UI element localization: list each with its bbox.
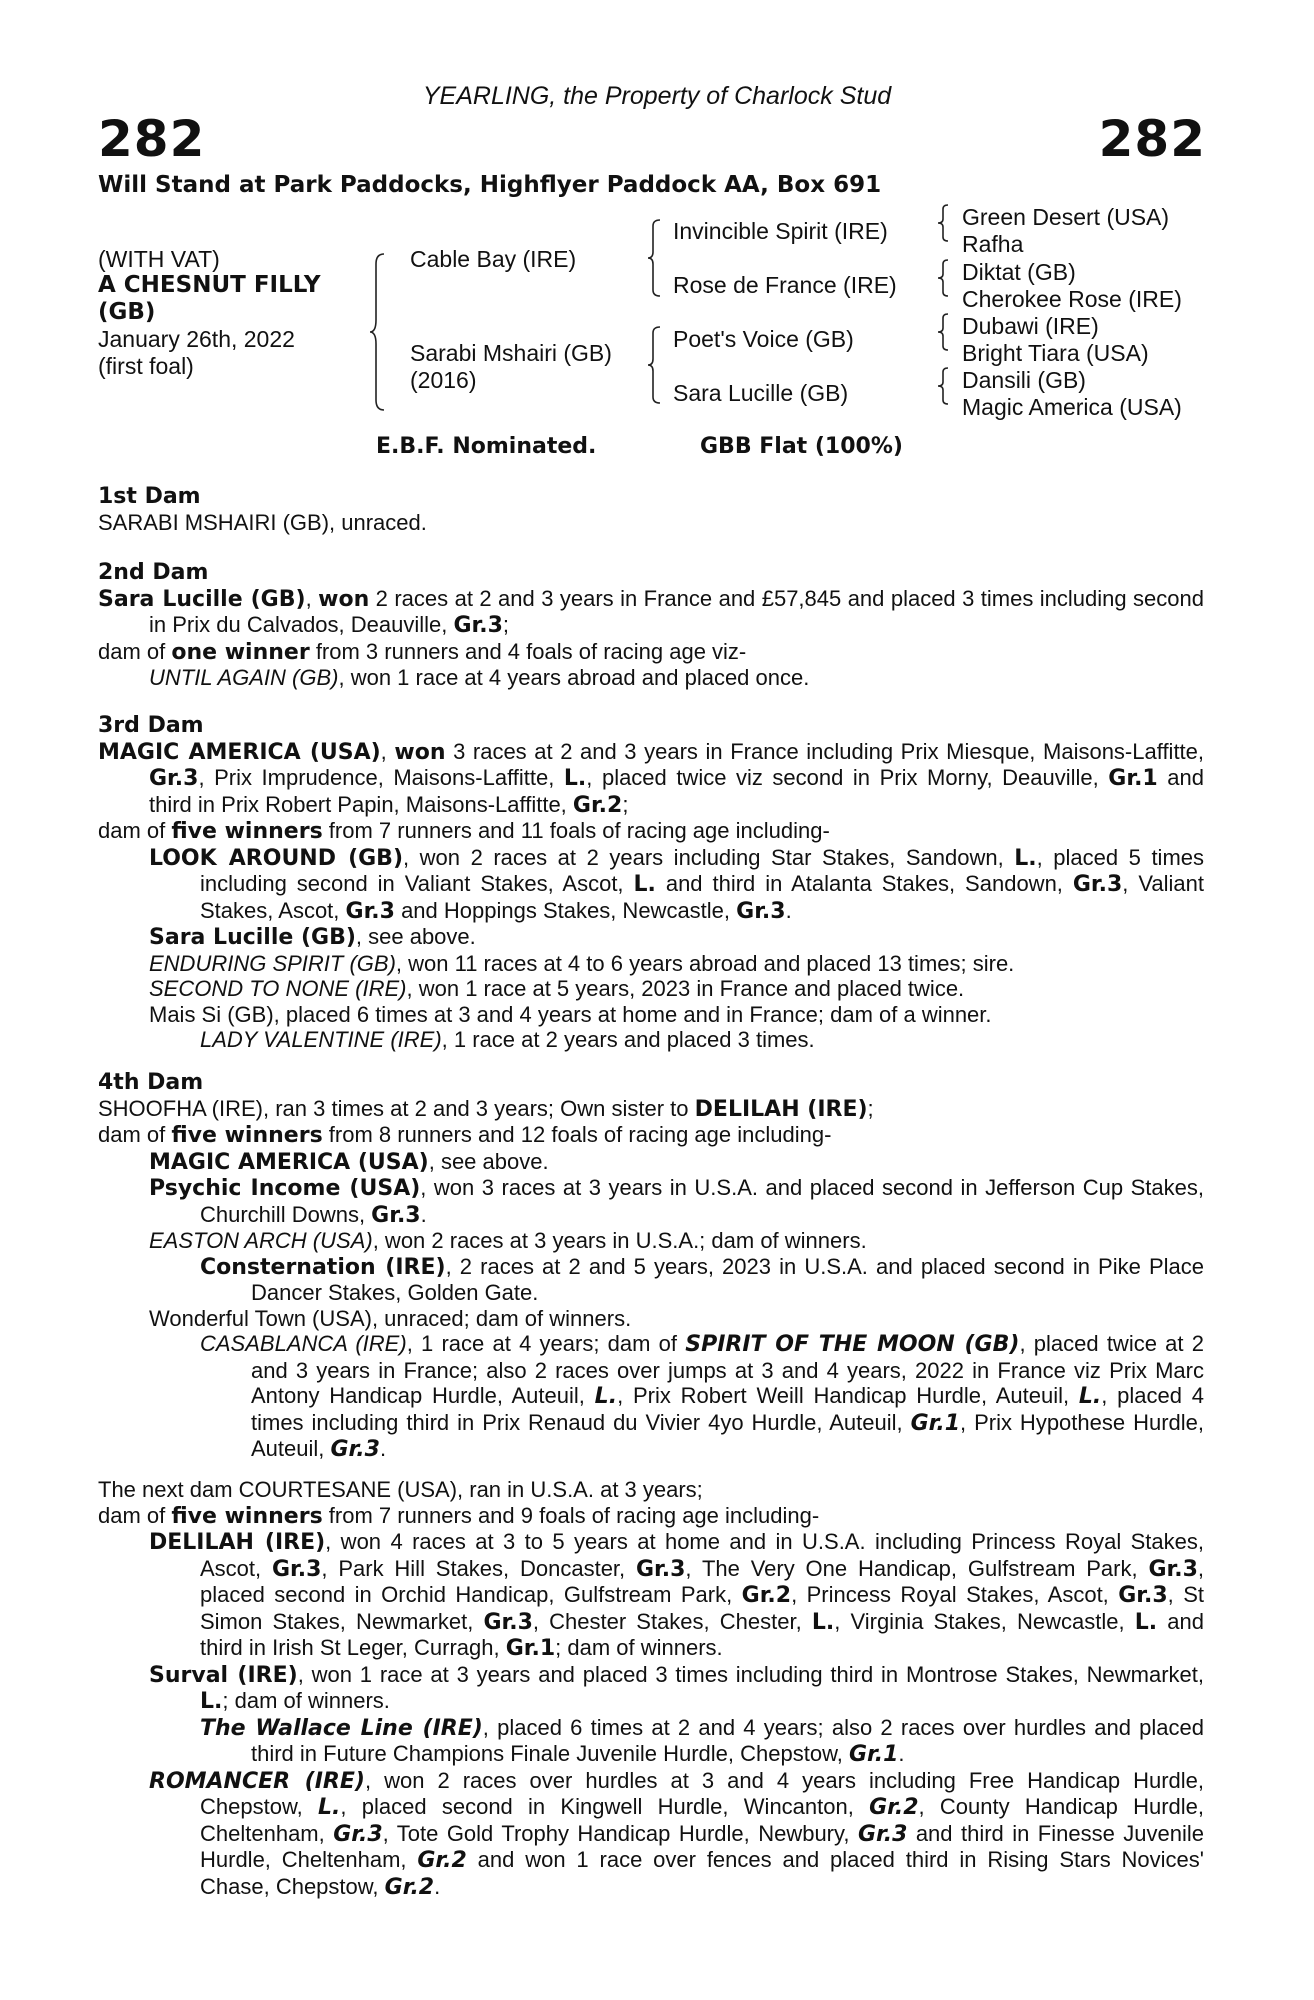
text-run: , see above. <box>428 1148 549 1174</box>
text-run: L. <box>1014 845 1037 871</box>
text-run: L. <box>318 1795 341 1820</box>
pedigree-brace-g1 <box>938 203 952 243</box>
4th-dam-offspring-1 <box>98 1149 1204 1176</box>
next-dam-offspring-3 <box>98 1768 1204 1901</box>
text-run: , <box>305 585 319 611</box>
text-run: L. <box>200 1689 223 1714</box>
ebf-nomination: E.B.F. Nominated. <box>376 434 597 459</box>
text-run: dam of <box>98 638 172 664</box>
text-run: , Prix Robert Weill Handicap Hurdle, Auteuil, <box>617 1383 1079 1408</box>
text-run: ; <box>622 791 629 817</box>
pedigree-g5: Dubawi (IRE) <box>962 313 1099 339</box>
heading-1st-dam: 1st Dam <box>98 484 201 509</box>
4th-dam-grand-offspring-2 <box>98 1331 1204 1463</box>
text-run: five winners <box>171 1503 323 1529</box>
pedigree-sire-sire: Invincible Spirit (IRE) <box>673 218 888 244</box>
lot-number-right: 282 <box>1098 110 1206 168</box>
text-run: UNTIL AGAIN (GB) <box>149 665 339 690</box>
text-run: MAGIC AMERICA (USA) <box>149 1149 429 1175</box>
text-run: . <box>420 1201 427 1227</box>
3rd-dam-offspring-2 <box>98 924 1204 951</box>
text-run: 3 races at 2 and 3 years in France including Prix Miesque, Maisons-Laffitte, <box>445 738 1205 764</box>
text-run: from 7 runners and 9 foals of racing age including- <box>322 1502 820 1528</box>
text-run: and third in Irish St Leger, Curragh, <box>200 1608 1204 1660</box>
text-run: Gr.3 <box>857 1821 908 1847</box>
text-run: ; <box>502 612 510 637</box>
text-run: won <box>394 739 446 765</box>
text-run: Sara Lucille (GB) <box>98 586 306 612</box>
text-run: , won 2 races at 2 years including Star Stakes, Sandown, <box>403 844 1015 870</box>
pedigree-brace-dam <box>648 325 664 405</box>
text-run: , Valiant Stakes, Ascot, <box>200 871 1204 923</box>
lot-number-left: 282 <box>98 110 206 168</box>
vat-note: (WITH VAT) <box>98 246 220 272</box>
text-run: Consternation (IRE) <box>200 1254 446 1280</box>
next-dam-offspring-1 <box>98 1529 1204 1662</box>
text-run: EASTON ARCH (USA) <box>149 1228 373 1253</box>
text-run: L. <box>1134 1609 1158 1635</box>
next-dam-offspring-2 <box>98 1662 1204 1715</box>
pedigree-g2: Rafha <box>962 231 1024 257</box>
2nd-dam-produce <box>98 639 1204 666</box>
horse-name: A CHESNUT FILLY <box>98 272 321 298</box>
3rd-dam-offspring-5 <box>98 1002 1204 1028</box>
text-run: Gr.3 <box>371 1202 421 1228</box>
text-run: , placed 5 times including second in Valiant Stakes, Ascot, <box>200 844 1204 896</box>
text-run: Gr.3 <box>736 898 786 924</box>
pedigree-brace-main <box>370 252 390 412</box>
text-run: , Park Hill Stakes, Doncaster, <box>321 1555 636 1581</box>
text-run: The Wallace Line (IRE) <box>200 1715 483 1741</box>
1st-dam-text: SARABI MSHAIRI (GB), unraced. <box>98 509 427 535</box>
pedigree-g1: Green Desert (USA) <box>962 204 1170 230</box>
next-dam-produce <box>98 1503 1204 1530</box>
text-run: five winners <box>171 819 323 844</box>
text-run: , won 11 races at 4 to 6 years abroad and placed 13 times; sire. <box>395 950 1015 976</box>
text-run: ROMANCER (IRE) <box>149 1768 365 1794</box>
text-run: , won 1 race at 4 years abroad and placed once. <box>338 665 810 690</box>
text-run: , <box>380 738 395 764</box>
2nd-dam-record <box>98 586 1204 639</box>
section-3rd-dam <box>98 713 1204 1053</box>
text-run: from 7 runners and 11 foals of racing age including- <box>322 818 830 843</box>
text-run: . <box>379 1436 387 1461</box>
text-run: ENDURING SPIRIT (GB) <box>149 950 396 976</box>
text-run: ; dam of winners. <box>555 1635 723 1660</box>
text-run: , 1 race at 4 years; dam of <box>406 1331 686 1356</box>
text-run: , see above. <box>355 924 476 949</box>
text-run: Gr.1 <box>848 1742 899 1767</box>
pedigree-g7: Dansili (GB) <box>962 367 1086 393</box>
pedigree-sire-dam: Rose de France (IRE) <box>673 272 897 298</box>
3rd-dam-produce <box>98 818 1204 845</box>
text-run: Psychic Income (USA) <box>149 1176 421 1201</box>
3rd-dam-grand-offspring <box>98 1027 1204 1053</box>
first-foal-note: (first foal) <box>98 353 194 379</box>
text-run: , placed twice viz second in Prix Morny, Deauville, <box>586 765 1109 790</box>
pedigree-g4: Cherokee Rose (IRE) <box>962 286 1182 312</box>
text-run: Gr.3 <box>149 766 199 791</box>
text-run: LADY VALENTINE (IRE) <box>200 1027 442 1052</box>
text-run: Gr.2 <box>384 1874 435 1900</box>
text-run: Sara Lucille (GB) <box>149 925 356 950</box>
text-run: ; <box>867 1095 874 1121</box>
text-run: Gr.3 <box>1148 1556 1198 1582</box>
4th-dam-offspring-3 <box>98 1228 1204 1254</box>
pedigree-dam-dam: Sara Lucille (GB) <box>673 380 849 406</box>
3rd-dam-offspring-3 <box>98 951 1204 977</box>
text-run: , Tote Gold Trophy Handicap Hurdle, Newbury, <box>382 1820 858 1846</box>
text-run: , won 2 races over hurdles at 3 and 4 years including Free Handicap Hurdle, Chepstow, <box>200 1767 1205 1819</box>
text-run: SHOOFHA (IRE), ran 3 times at 2 and 3 years; Own sister to <box>98 1095 695 1121</box>
text-run: , placed twice at 2 and 3 years in France; also 2 races over jumps at 3 and 4 years, 2022 in France viz Prix Marc Antony Handicap Hurdle, Auteuil, <box>251 1331 1204 1408</box>
text-run: Surval (IRE) <box>149 1662 298 1688</box>
text-run: , 1 race at 2 years and placed 3 times. <box>441 1027 815 1052</box>
section-2nd-dam <box>98 560 1204 691</box>
4th-dam-grand-offspring-1 <box>98 1254 1204 1306</box>
text-run: , won 4 races at 3 to 5 years at home and in U.S.A. including Princess Royal Stakes, Ascot, <box>200 1529 1204 1581</box>
text-run: Gr.3 <box>271 1556 322 1582</box>
text-run: LOOK AROUND (GB) <box>149 845 404 871</box>
text-run: Gr.1 <box>1108 766 1158 791</box>
text-run: from 3 runners and 4 foals of racing age viz- <box>309 638 747 664</box>
section-4th-dam <box>98 1070 1204 1463</box>
text-run: , St Simon Stakes, Newmarket, <box>200 1582 1204 1634</box>
text-run: Gr.3 <box>1072 872 1123 897</box>
text-run: , won 2 races at 3 years in U.S.A.; dam of winners. <box>372 1228 867 1253</box>
pedigree-brace-g4 <box>938 366 952 406</box>
text-run: DELILAH (IRE) <box>694 1096 868 1122</box>
pedigree-brace-g3 <box>938 312 952 352</box>
text-run: , Virginia Stakes, Newcastle, <box>834 1608 1135 1634</box>
text-run: , County Handicap Hurdle, Cheltenham, <box>200 1794 1205 1846</box>
pedigree-g3: Diktat (GB) <box>962 259 1076 285</box>
text-run: , Prix Hypothese Hurdle, Auteuil, <box>251 1409 1204 1461</box>
pedigree-dam-year: (2016) <box>410 367 477 393</box>
text-run: , The Very One Handicap, Gulfstream Park, <box>685 1555 1149 1581</box>
text-run: one winner <box>171 639 310 665</box>
text-run: SPIRIT OF THE MOON (GB) <box>685 1332 1020 1357</box>
text-run: CASABLANCA (IRE) <box>200 1331 407 1356</box>
pedigree-g6: Bright Tiara (USA) <box>962 340 1149 366</box>
pedigree-sire: Cable Bay (IRE) <box>410 246 577 272</box>
text-run: Gr.3 <box>1118 1583 1168 1608</box>
4th-dam-offspring-4 <box>98 1306 1204 1332</box>
text-run: DELILAH (IRE) <box>149 1530 326 1555</box>
text-run: and third in Prix Robert Papin, Maisons-Laffitte, <box>149 765 1204 817</box>
2nd-dam-offspring <box>98 665 1204 691</box>
text-run: , won 1 race at 3 years and placed 3 times including third in Montrose Stakes, Newmarket, <box>297 1661 1204 1687</box>
text-run: L. <box>594 1384 618 1409</box>
3rd-dam-record <box>98 739 1204 819</box>
text-run: from 8 runners and 12 foals of racing age including- <box>322 1122 832 1147</box>
next-dam-record <box>98 1477 1204 1503</box>
text-run: and won 1 race over fences and placed third in Rising Stars Novices' Chase, Chepstow, <box>200 1847 1204 1899</box>
text-run: , won 1 race at 5 years, 2023 in France and placed twice. <box>406 976 965 1001</box>
text-run: , placed second in Kingwell Hurdle, Wincanton, <box>340 1794 870 1819</box>
text-run: and Hoppings Stakes, Newcastle, <box>394 897 737 923</box>
heading-4th-dam: 4th Dam <box>98 1070 204 1095</box>
text-run: Gr.2 <box>869 1795 919 1820</box>
text-run: L. <box>633 872 656 897</box>
text-run: . <box>785 897 792 923</box>
heading-2nd-dam: 2nd Dam <box>98 560 209 585</box>
text-run: Gr.2 <box>572 792 623 818</box>
text-run: Gr.2 <box>741 1583 792 1608</box>
3rd-dam-offspring-4 <box>98 976 1204 1002</box>
text-run: SECOND TO NONE (IRE) <box>149 976 407 1001</box>
text-run: and third in Finesse Juvenile Hurdle, Cheltenham, <box>200 1820 1204 1872</box>
text-run: . <box>434 1873 441 1899</box>
text-run: Gr.3 <box>453 613 503 638</box>
text-run: Gr.3 <box>635 1556 686 1582</box>
text-run: Gr.3 <box>483 1609 533 1635</box>
pedigree-dam: Sarabi Mshairi (GB) <box>410 340 612 366</box>
text-run: dam of <box>98 1122 172 1147</box>
text-run: The next dam COURTESANE (USA), ran in U.S.A. at 3 years; <box>98 1477 703 1502</box>
pedigree-g8: Magic America (USA) <box>962 394 1182 420</box>
text-run: , Princess Royal Stakes, Ascot, <box>791 1582 1119 1607</box>
text-run: , Chester Stakes, Chester, <box>532 1608 812 1634</box>
venue-line: Will Stand at Park Paddocks, Highflyer Paddock AA, Box 691 <box>98 172 882 198</box>
text-run: , won 3 races at 3 years in U.S.A. and placed second in Jefferson Cup Stakes, Churchill Downs, <box>200 1175 1205 1227</box>
gbb-flat: GBB Flat (100%) <box>700 434 903 459</box>
text-run: five winners <box>171 1123 323 1148</box>
text-run: , placed 4 times including third in Prix Renaud du Vivier 4yo Hurdle, Auteuil, <box>251 1383 1205 1435</box>
text-run: L. <box>811 1609 835 1635</box>
text-run: , placed second in Orchid Handicap, Gulfstream Park, <box>200 1555 1205 1607</box>
text-run: won <box>318 586 370 612</box>
next-dam-grand-offspring-1 <box>98 1715 1204 1768</box>
heading-3rd-dam: 3rd Dam <box>98 713 204 738</box>
pedigree-brace-g2 <box>938 258 952 298</box>
text-run: 2 races at 2 and 3 years in France and £57,845 and placed 3 times including second in Prix du Calvados, Deauville, <box>149 585 1204 637</box>
text-run: Gr.1 <box>910 1410 960 1436</box>
text-run: and third in Atalanta Stakes, Sandown, <box>655 871 1073 896</box>
text-run: Gr.3 <box>345 898 395 924</box>
text-run: Gr.1 <box>505 1636 556 1661</box>
text-run: Mais Si (GB), placed 6 times at 3 and 4 years at home and in France; dam of a winner. <box>149 1001 992 1027</box>
text-run: Gr.3 <box>333 1821 383 1847</box>
text-run: MAGIC AMERICA (USA) <box>98 739 381 765</box>
text-run: dam of <box>98 1502 172 1528</box>
text-run: Wonderful Town (USA), unraced; dam of winners. <box>149 1305 632 1331</box>
4th-dam-offspring-2 <box>98 1175 1204 1228</box>
text-run: , placed 6 times at 2 and 4 years; also 2 races over hurdles and placed third in Future Champions Finale Juvenile Hurdle, Chepstow, <box>251 1714 1204 1766</box>
text-run: L. <box>563 766 587 791</box>
text-run: L. <box>1078 1384 1102 1409</box>
horse-country: (GB) <box>98 299 156 325</box>
section-next-dam <box>98 1477 1204 1900</box>
text-run: , Prix Imprudence, Maisons-Laffitte, <box>198 765 564 790</box>
4th-dam-record <box>98 1096 1204 1123</box>
text-run: Gr.3 <box>330 1437 380 1462</box>
text-run: dam of <box>98 818 172 843</box>
3rd-dam-offspring-1 <box>98 845 1204 925</box>
4th-dam-produce <box>98 1122 1204 1149</box>
catalogue-title: YEARLING, the Property of Charlock Stud <box>422 82 892 110</box>
foaling-date: January 26th, 2022 <box>98 326 295 352</box>
pedigree-dam-sire: Poet's Voice (GB) <box>673 326 854 352</box>
text-run: . <box>898 1741 905 1766</box>
text-run: , 2 races at 2 and 5 years, 2023 in U.S.A. and placed second in Pike Place Dancer Stakes, Golden Gate. <box>251 1253 1204 1305</box>
text-run: ; dam of winners. <box>222 1688 390 1713</box>
text-run: Gr.2 <box>417 1848 467 1873</box>
pedigree-brace-sire <box>648 218 664 298</box>
section-1st-dam <box>98 484 1204 535</box>
